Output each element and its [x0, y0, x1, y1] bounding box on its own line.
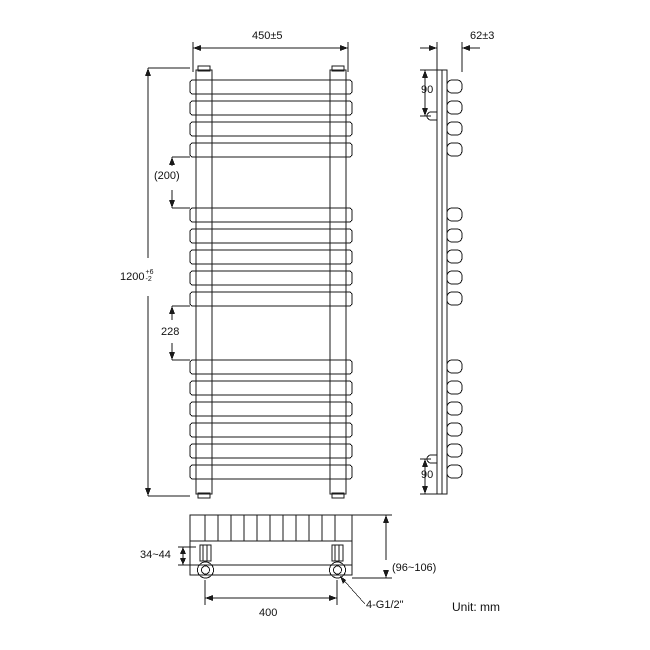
unit-note: Unit: mm — [452, 600, 500, 614]
front-view-height-value: 1200 — [120, 270, 145, 283]
side-view-top-offset-label: 90 — [421, 84, 434, 96]
front-view-height-tolerance — [145, 269, 153, 283]
side-view-bottom-offset-label: 90 — [421, 469, 434, 481]
bottom-view-connection-label: 4-G1/2" — [366, 599, 404, 611]
front-view-height-label — [120, 270, 153, 284]
front-view-gap-lower-label: 228 — [161, 326, 180, 338]
side-view-depth-label: 62±3 — [470, 30, 495, 42]
bottom-view-bracket-label: 34~44 — [140, 549, 171, 561]
height-tol-minus: -2 — [145, 276, 152, 283]
bottom-view-center-distance-label: 400 — [259, 607, 278, 619]
front-view-width-label: 450±5 — [252, 30, 283, 42]
bottom-view-height-range-label: (96~106) — [392, 562, 437, 574]
front-view-gap-upper-label: (200) — [154, 170, 180, 182]
height-tol-plus: +6 — [145, 269, 154, 276]
